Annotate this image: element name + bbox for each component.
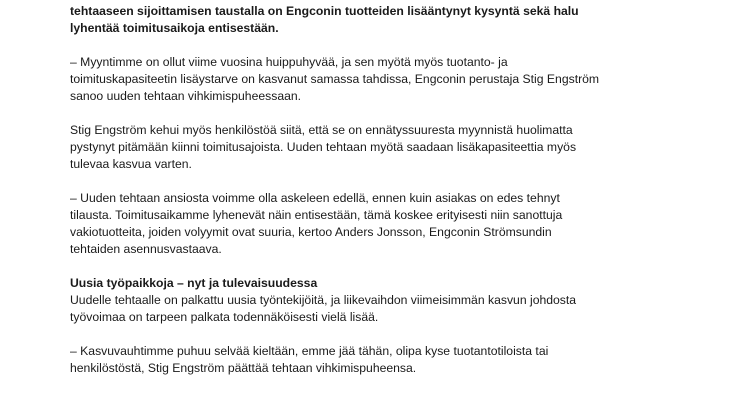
section-paragraph: Uudelle tehtaalle on palkattu uusia työntekijöitä, ja liikevaihdon viimeisimmän kasvun johdosta työvoimaa on tarpeen palkata todennäköisesti vielä lisää. bbox=[70, 293, 577, 324]
section-new-jobs bbox=[70, 275, 680, 326]
intro-paragraph: tehtaaseen sijoittamisen taustalla on Engconin tuotteiden lisääntynyt kysyntä sekä halu lyhentää toimitusaikoja entisestään. bbox=[70, 4, 579, 35]
section-heading: Uusia työpaikkoja – nyt ja tulevaisuudessa bbox=[70, 276, 318, 290]
document-body bbox=[70, 3, 680, 394]
quote-paragraph-delivery: – Uuden tehtaan ansiosta voimme olla askeleen edellä, ennen kuin asiakas on edes tehnyt tilausta. Toimitusaikamme lyhenevät näin entisestään, tämä koskee erityisesti niin sanottuja vakiotuotteita, joiden volyymit ovat suuria, kertoo Anders Jonsson, Engconin Strömsundin tehtaiden asennusvastaava. bbox=[70, 191, 563, 256]
quote-paragraph-sales: – Myyntimme on ollut viime vuosina huippuhyvää, ja sen myötä myös tuotanto- ja toimituskapasiteetin lisäystarve on kasvanut samassa tahdissa, Engconin perustaja Stig Engström sanoo uuden tehtaan vihkimispuheessaan. bbox=[70, 55, 600, 103]
paragraph-staff-praise: Stig Engström kehui myös henkilöstöä siitä, että se on ennätyssuuresta myynnistä huolimatta pystynyt pitämään kiinni toimitusajoista. Uuden tehtaan myötä saadaan lisäkapasiteettia myös tulevaa kasvua varten. bbox=[70, 123, 577, 171]
closing-paragraph: – Kasvuvauhtimme puhuu selvää kieltään, emme jää tähän, olipa kyse tuotantotiloista tai henkilöstöstä, Stig Engström päättää tehtaan vihkimispuheensa. bbox=[70, 344, 549, 375]
